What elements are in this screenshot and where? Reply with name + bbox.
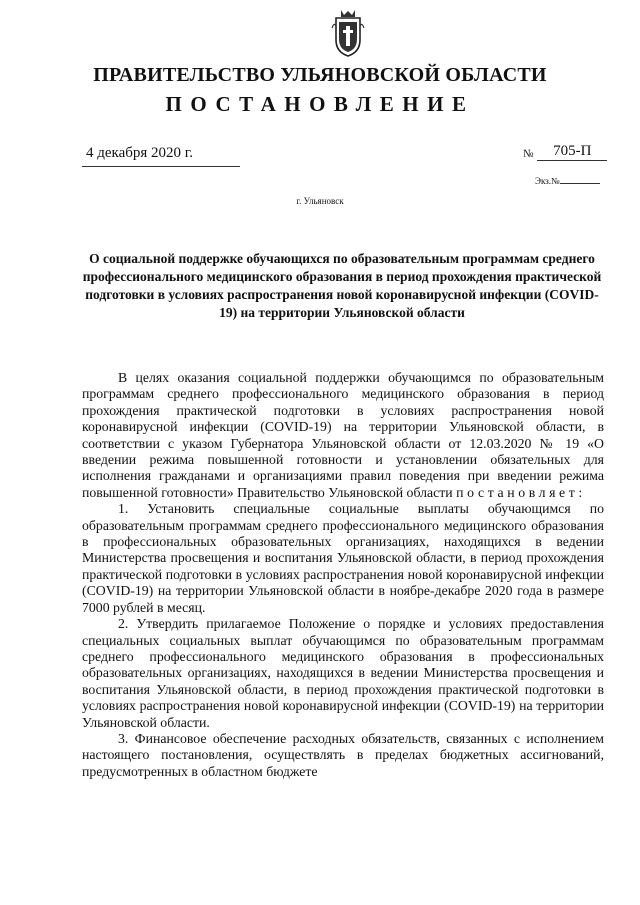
copy-label: Экз.№ (535, 176, 560, 186)
coat-of-arms-emblem (330, 8, 366, 58)
item-3-paragraph: 3. Финансовое обеспечение расходных обязательств, связанных с исполнением настоящего постановления, осуществлять в пределах бюджетных ассигнований, предусмотренных в областном бюджете (82, 730, 604, 779)
document-date: 4 декабря 2020 г. (86, 145, 193, 161)
number-value: 705-П (537, 143, 607, 161)
document-title: О социальной поддержке обучающихся по образовательным программам среднего профессионального медицинского образования в период прохождения практической подготовки в условиях распространения новой коронавирусной инфекции (COVID-19) на территории Ульяновской области (82, 251, 602, 320)
government-name: ПРАВИТЕЛЬСТВО УЛЬЯНОВСКОЙ ОБЛАСТИ (93, 64, 547, 86)
document-body (82, 370, 604, 780)
document-type: ПОСТАНОВЛЕНИЕ (165, 92, 475, 116)
decree-word: постановляет: (456, 484, 586, 500)
preamble-paragraph (82, 370, 604, 501)
document-number (523, 143, 607, 161)
city-name: г. Ульяновск (296, 196, 344, 206)
item-2-paragraph: 2. Утвердить прилагаемое Положение о порядке и условиях предоставления специальных социальных выплат обучающимся по образовательным программам среднего профессионального медицинского образования в профессиональных образовательных организациях, находящихся в ведении Министерства просвещения и воспитания Ульяновской области, в период прохождения практической подготовки в условиях распространения новой коронавирусной инфекции (COVID-19) на территории Ульяновской области. (82, 616, 604, 730)
copy-value-line (560, 183, 600, 184)
preamble-text: В целях оказания социальной поддержки обучающимся по образовательным программам среднего профессионального медицинского образования в период прохождения практической подготовки в условиях распространения новой коронавирусной инфекции (COVID-19) на территории Ульяновской области, в соответствии с указом Губернатора Ульяновской области от 12.03.2020 № 19 «О введении режима повышенной готовности и установлении обязательных для исполнения гражданами и организациями правил поведения при введении режима повышенной готовности» Правительство Ульяновской области (82, 370, 604, 500)
date-underline (82, 166, 240, 167)
item-1-paragraph: 1. Установить специальные социальные выплаты обучающимся по образовательным программам среднего профессионального медицинского образования в профессиональных образовательных организациях, находящихся в ведении Министерства просвещения и воспитания Ульяновской области, в период прохождения практической подготовки в условиях распространения новой коронавирусной инфекции (COVID-19) на территории Ульяновской области в ноябре-декабре 2020 года в размере 7000 рублей в месяц. (82, 501, 604, 615)
copy-number (535, 176, 600, 186)
number-label: № (523, 148, 534, 160)
